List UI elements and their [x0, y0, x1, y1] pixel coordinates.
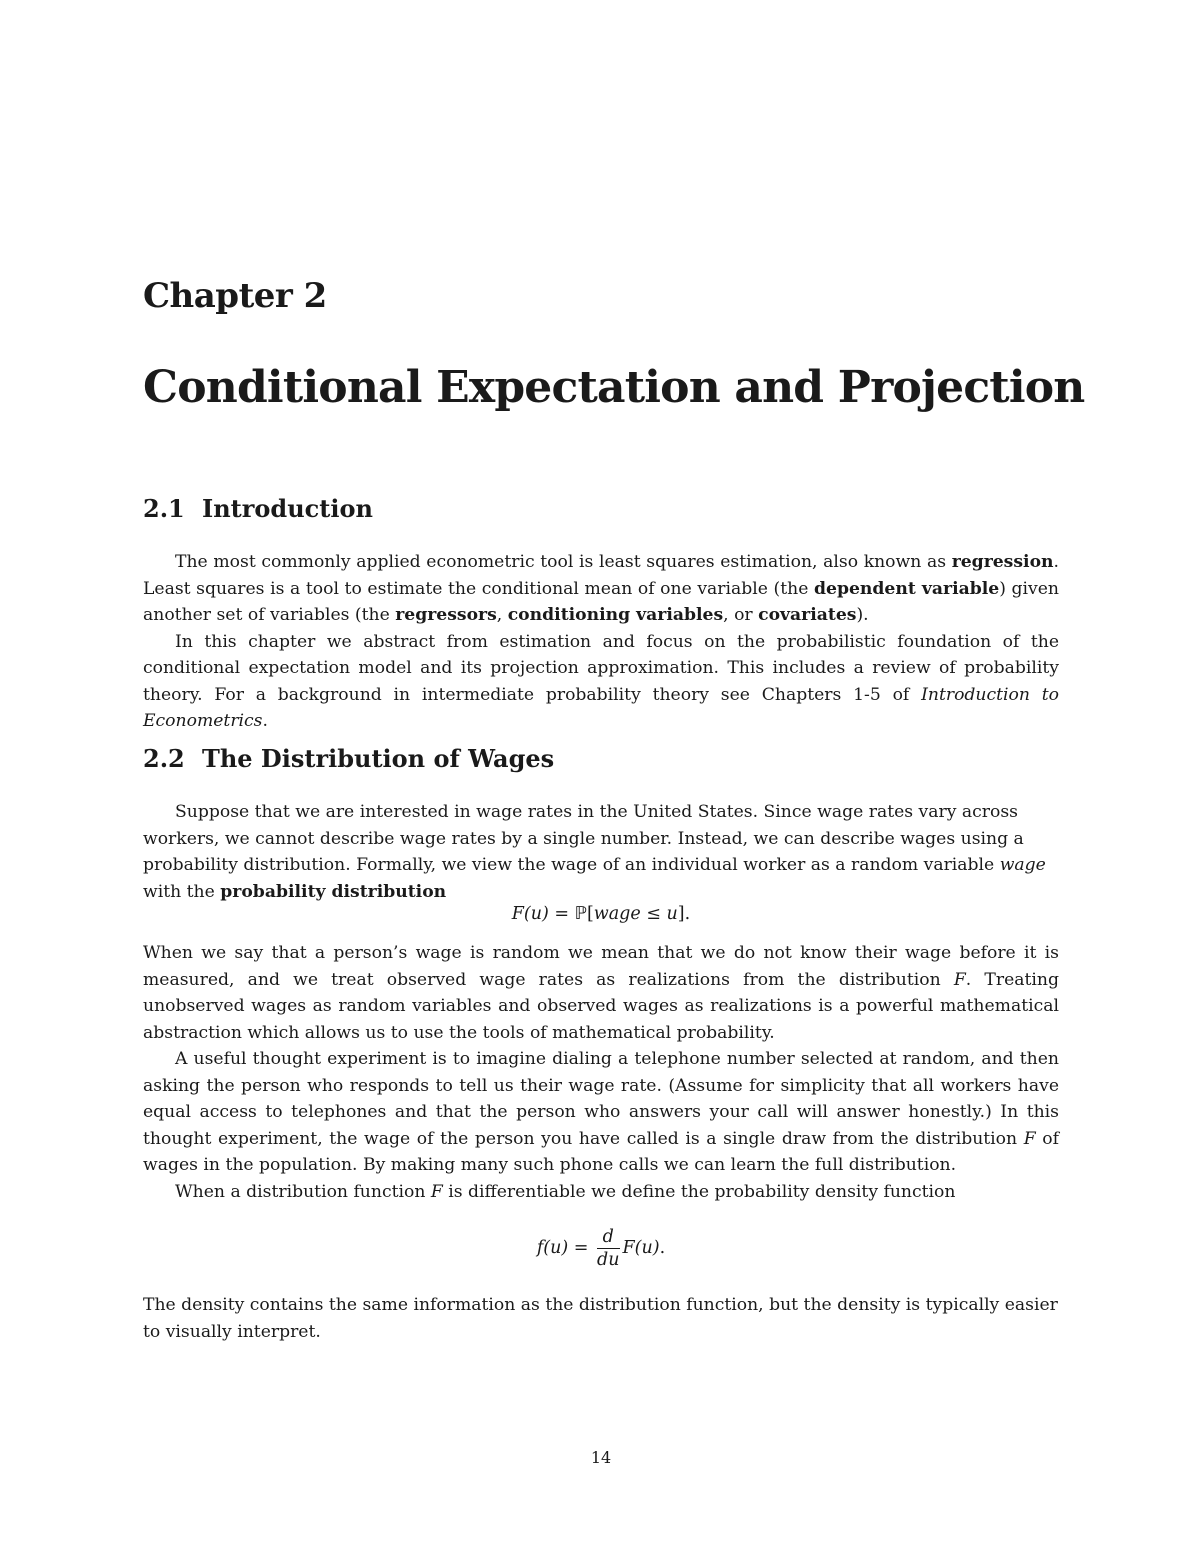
- section-body-wages-intro: [143, 799, 1059, 905]
- paper-page: [143, 0, 1085, 1553]
- text-run: is differentiable we define the probability density function: [442, 1181, 956, 1202]
- equation-distribution-function: [143, 904, 1059, 924]
- section-body-introduction: [143, 549, 1059, 735]
- eq-lhs: f(u): [536, 1238, 569, 1258]
- text-run: ,: [496, 605, 508, 625]
- section-heading-distribution-of-wages: [143, 744, 554, 773]
- text-run: In this chapter we abstract from estimation and focus on the probabilistic foundation of the conditional expectation model and its projection approximation. This includes a review of probability theory. For a background in intermediate probability theory see Chapters 1-5 of: [143, 631, 1059, 705]
- book-title: Introduction to Econometrics: [143, 684, 1059, 731]
- eq-bracket: [: [586, 904, 594, 924]
- equation-density-function: [143, 1226, 1059, 1271]
- section-title: The Distribution of Wages: [202, 744, 555, 773]
- chapter-title: Conditional Expectation and Projection: [143, 362, 1085, 413]
- paragraph: [143, 799, 1059, 905]
- text-run: The most commonly applied econometric tool is least squares estimation, also known as: [175, 552, 952, 572]
- section-number: 2.1: [143, 494, 185, 523]
- variable-F: F: [430, 1181, 443, 1202]
- eq-fraction: [597, 1226, 619, 1271]
- paragraph: [143, 1292, 1059, 1345]
- section-body-wages-main: [143, 940, 1059, 1205]
- term-regression: regression: [951, 552, 1054, 572]
- text-run: with the: [143, 881, 221, 902]
- paragraph: [143, 1179, 1059, 1206]
- section-body-wages-density: [143, 1292, 1059, 1345]
- text-run: Suppose that we are interested in wage rates in the United States. Since wage rates vary across workers, we cannot describe wage rates by a single number. Instead, we can describe wages using a probability distribution. Formally, we view the wage of an individual worker as a random variable: [143, 802, 1024, 875]
- paragraph: [143, 1046, 1059, 1179]
- eq-lhs: F(u): [511, 904, 549, 924]
- variable-F: F: [953, 969, 966, 990]
- text-run: ).: [856, 605, 869, 625]
- eq-equals: =: [568, 1238, 595, 1258]
- paragraph: [143, 549, 1059, 629]
- eq-numerator: d: [597, 1226, 619, 1249]
- variable-wage: wage: [999, 855, 1046, 875]
- text-run: When we say that a person’s wage is random we mean that we do not know their wage before it is measured, and we treat observed wage rates as realizations from the distribution: [143, 943, 1059, 990]
- eq-equals: =: [548, 904, 575, 924]
- text-run: ) given another set of variables (the: [143, 578, 1060, 625]
- eq-event: wage ≤ u: [593, 904, 678, 924]
- eq-bracket: ]: [677, 904, 685, 924]
- term-probability-distribution: probability distribution: [220, 881, 447, 902]
- text-run: .: [262, 711, 268, 731]
- text-run: . Treating unobserved wages as random variables and observed wages as realizations is a powerful mathematical abstraction which allows us to use the tools of mathematical probability.: [143, 969, 1059, 1043]
- text-run: . Least squares is a tool to estimate the conditional mean of one variable (the: [143, 552, 1059, 599]
- paragraph: [143, 940, 1059, 1046]
- text-run: When a distribution function: [175, 1181, 431, 1202]
- section-heading-introduction: [143, 494, 373, 523]
- paragraph: [143, 629, 1059, 735]
- term-dependent-variable: dependent variable: [814, 578, 1000, 599]
- eq-punctuation: .: [659, 1238, 666, 1258]
- text-run: of wages in the population. By making many such phone calls we can learn the full distribution.: [143, 1128, 1059, 1175]
- term-covariates: covariates: [758, 605, 857, 625]
- page-number: 14: [590, 1448, 612, 1467]
- eq-probability-operator: ℙ: [574, 904, 587, 924]
- eq-denominator: du: [597, 1250, 620, 1270]
- term-conditioning-variables: conditioning variables: [507, 605, 724, 625]
- text-run: A useful thought experiment is to imagine dialing a telephone number selected at random, and then asking the person who responds to tell us their wage rate. (Assume for simplicity that all workers have equal access to telephones and that the person who answers your call will answer honestly.) In this thought experiment, the wage of the person you have called is a single draw from the distribution: [143, 1049, 1059, 1149]
- section-number: 2.2: [143, 744, 185, 773]
- text-run: , or: [723, 605, 759, 625]
- chapter-label: Chapter 2: [143, 276, 327, 316]
- term-regressors: regressors: [395, 605, 497, 625]
- variable-F: F: [1023, 1128, 1036, 1149]
- text-run: The density contains the same information as the distribution function, but the density is typically easier to visually interpret.: [143, 1295, 1058, 1342]
- section-title: Introduction: [202, 494, 373, 523]
- eq-punctuation: .: [684, 904, 691, 924]
- eq-rhs: F(u): [622, 1238, 660, 1258]
